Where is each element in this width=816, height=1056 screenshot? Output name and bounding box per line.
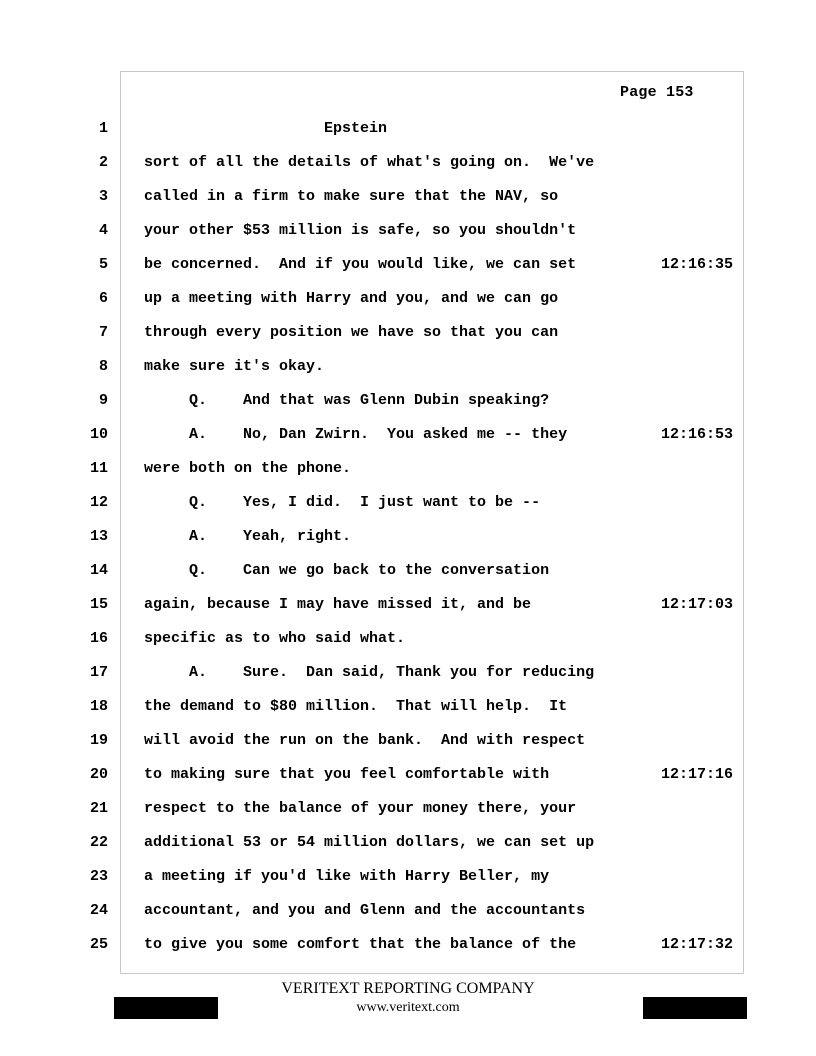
transcript-line [0, 188, 816, 208]
line-number: 11 [89, 460, 108, 477]
line-number: 22 [89, 834, 108, 851]
line-text: accountant, and you and Glenn and the accountants [144, 902, 586, 919]
line-timestamp: 12:17:03 [661, 596, 734, 613]
transcript-line [0, 528, 816, 548]
line-text: A. Yeah, right. [144, 528, 352, 545]
line-number: 6 [98, 290, 108, 307]
transcript-line [0, 256, 816, 276]
line-text: specific as to who said what. [144, 630, 406, 647]
line-text: your other $53 million is safe, so you shouldn't [144, 222, 577, 239]
line-text: were both on the phone. [144, 460, 352, 477]
transcript-line [0, 834, 816, 854]
line-number: 25 [89, 936, 108, 953]
transcript-line [0, 664, 816, 684]
line-text: to making sure that you feel comfortable with [144, 766, 550, 783]
line-number: 18 [89, 698, 108, 715]
line-text: the demand to $80 million. That will help. It [144, 698, 568, 715]
line-number: 1 [98, 120, 108, 137]
line-text: again, because I may have missed it, and be [144, 596, 532, 613]
line-text: respect to the balance of your money there, your [144, 800, 577, 817]
line-timestamp: 12:16:35 [661, 256, 734, 273]
line-number: 2 [98, 154, 108, 171]
transcript-line [0, 358, 816, 378]
line-number: 12 [89, 494, 108, 511]
transcript-line [0, 868, 816, 888]
footer-url: www.veritext.com [356, 1000, 460, 1015]
line-text: Epstein [144, 120, 388, 137]
transcript-line [0, 222, 816, 242]
line-text: up a meeting with Harry and you, and we can go [144, 290, 559, 307]
line-timestamp: 12:16:53 [661, 426, 734, 443]
line-number: 17 [89, 664, 108, 681]
line-timestamp: 12:17:16 [661, 766, 734, 783]
transcript-line [0, 562, 816, 582]
transcript-line [0, 324, 816, 344]
line-text: A. Sure. Dan said, Thank you for reducing [144, 664, 595, 681]
line-number: 19 [89, 732, 108, 749]
line-number: 9 [98, 392, 108, 409]
line-text: sort of all the details of what's going on. We've [144, 154, 595, 171]
line-number: 14 [89, 562, 108, 579]
line-number: 3 [98, 188, 108, 205]
line-number: 7 [98, 324, 108, 341]
transcript-line [0, 120, 816, 140]
transcript-line [0, 426, 816, 446]
transcript-line [0, 596, 816, 616]
transcript-line [0, 936, 816, 956]
line-text: Q. Can we go back to the conversation [144, 562, 550, 579]
line-text: additional 53 or 54 million dollars, we can set up [144, 834, 595, 851]
transcript-line [0, 732, 816, 752]
line-number: 20 [89, 766, 108, 783]
transcript-line [0, 392, 816, 412]
transcript-line [0, 494, 816, 514]
line-number: 21 [89, 800, 108, 817]
transcript-line [0, 902, 816, 922]
line-text: through every position we have so that you can [144, 324, 559, 341]
footer-company-name: VERITEXT REPORTING COMPANY [281, 980, 535, 997]
line-number: 5 [98, 256, 108, 273]
line-number: 16 [89, 630, 108, 647]
line-timestamp: 12:17:32 [661, 936, 734, 953]
line-number: 13 [89, 528, 108, 545]
redaction-bar-right [643, 997, 747, 1019]
line-text: Q. Yes, I did. I just want to be -- [144, 494, 541, 511]
line-text: make sure it's okay. [144, 358, 325, 375]
transcript-line [0, 154, 816, 174]
line-number: 10 [89, 426, 108, 443]
line-text: called in a firm to make sure that the NAV, so [144, 188, 559, 205]
line-text: will avoid the run on the bank. And with respect [144, 732, 586, 749]
redaction-bar-left [114, 997, 218, 1019]
transcript-line [0, 698, 816, 718]
line-number: 8 [98, 358, 108, 375]
transcript-line [0, 460, 816, 480]
transcript-line [0, 800, 816, 820]
page-number: Page 153 [620, 84, 694, 101]
line-text: Q. And that was Glenn Dubin speaking? [144, 392, 550, 409]
line-number: 23 [89, 868, 108, 885]
line-number: 15 [89, 596, 108, 613]
line-number: 4 [98, 222, 108, 239]
line-text: to give you some comfort that the balance of the [144, 936, 577, 953]
transcript-line [0, 290, 816, 310]
line-text: a meeting if you'd like with Harry Beller, my [144, 868, 550, 885]
line-number: 24 [89, 902, 108, 919]
line-text: be concerned. And if you would like, we can set [144, 256, 577, 273]
transcript-line [0, 766, 816, 786]
line-text: A. No, Dan Zwirn. You asked me -- they [144, 426, 568, 443]
transcript-line [0, 630, 816, 650]
